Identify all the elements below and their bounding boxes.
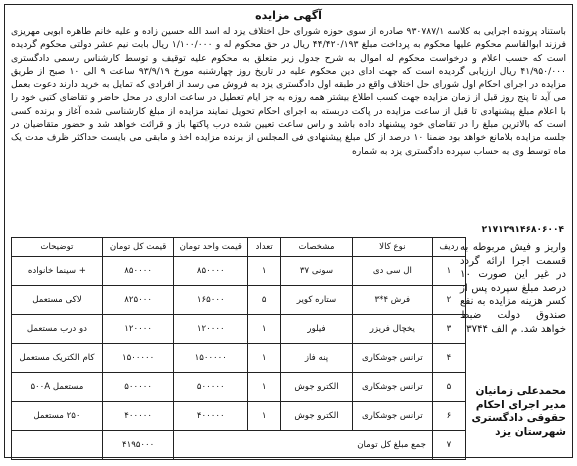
header-unit-price: قیمت واحد تومان	[174, 238, 248, 257]
item-unit-price: ۴۰۰۰۰۰	[174, 402, 248, 431]
header-description: توضیحات	[12, 238, 103, 257]
row-number: ۵	[432, 373, 465, 402]
item-type: ترانس جوشکاری	[352, 344, 432, 373]
row-number: ۲	[432, 286, 465, 315]
item-specs: سونی ۳۷	[281, 257, 353, 286]
side-text-block	[460, 241, 566, 336]
summary-label: جمع مبلغ کل تومان	[174, 431, 432, 460]
notice-body	[5, 25, 572, 225]
table-row	[12, 257, 466, 286]
signature-name: محمدعلی زمانیان	[475, 385, 566, 397]
row-number: ۳	[432, 315, 465, 344]
table-header-row	[12, 238, 466, 257]
items-table	[11, 237, 466, 460]
header-quantity: تعداد	[248, 238, 281, 257]
item-specs: فیلور	[281, 315, 353, 344]
notice-title: آگهی مزایده	[255, 9, 322, 22]
item-total-price: ۱۲۰۰۰۰	[102, 315, 174, 344]
item-quantity: ۱	[248, 344, 281, 373]
signature-block	[460, 385, 566, 439]
table-row	[12, 344, 466, 373]
item-quantity: ۱	[248, 402, 281, 431]
item-quantity: ۱	[248, 315, 281, 344]
notice-page	[4, 4, 573, 458]
item-description: + سینما خانواده	[12, 257, 103, 286]
item-type: فرش ۴*۳	[352, 286, 432, 315]
item-quantity: ۱	[248, 373, 281, 402]
item-quantity: ۵	[248, 286, 281, 315]
item-unit-price: ۵۰۰۰۰۰	[174, 373, 248, 402]
item-type: یخچال فریزر	[352, 315, 432, 344]
item-quantity: ۱	[248, 257, 281, 286]
row-number: ۶	[432, 402, 465, 431]
row-number: ۱	[432, 257, 465, 286]
item-unit-price: ۱۲۰۰۰۰	[174, 315, 248, 344]
header-row-number: ردیف	[432, 238, 465, 257]
item-unit-price: ۸۵۰۰۰۰	[174, 257, 248, 286]
summary-value: ۴۱۹۵۰۰۰	[102, 431, 174, 460]
item-specs: الکترو جوش	[281, 373, 353, 402]
table-summary-row	[12, 431, 466, 460]
signature-place: شهرستان یزد	[495, 425, 566, 438]
item-type: ترانس جوشکاری	[352, 373, 432, 402]
item-description: مستعمل ۵۰۰A	[12, 373, 103, 402]
side-text: واریز و فیش مربوطه به قسمت اجرا ارائه گردد در غیر این صورت ۱۰ درصد مبلغ سپرده پس از کسر هزینه مزایده به نفع صندوق دولت ضبط خواهد شد. م الف ۳۷۴۴	[460, 242, 566, 335]
row-number: ۷	[432, 431, 465, 460]
item-total-price: ۴۰۰۰۰۰	[102, 402, 174, 431]
header-specs: مشخصات	[281, 238, 353, 257]
item-specs: الکترو جوش	[281, 402, 353, 431]
item-total-price: ۸۲۵۰۰۰	[102, 286, 174, 315]
item-type: ال سی دی	[352, 257, 432, 286]
signature-role: مدیر اجرای احکام حقوقی دادگستری	[471, 398, 566, 424]
table-row	[12, 402, 466, 431]
item-specs: ستاره کویر	[281, 286, 353, 315]
item-total-price: ۸۵۰۰۰۰	[102, 257, 174, 286]
notice-paragraph: باستناد پرونده اجرایی به کلاسه ۹۳۰۷۸۷/۱ صادره از سوی حوزه شورای حل اختلاف یزد له اسد الله حسین زاده و علیه خانم طاهره ابویی مهریزی فرزند ابوالقاسم محکوم علیها محکوم به پرداخت مبلغ ۴۴/۴۲۰/۱۹۳ ریال در حق محکوم له و ۱/۱۰۰/۰۰۰ ریال بابت نیم عشر دولتی محکوم گردیده است که حسب اعلام و درخواست محکوم له اموال به شرح جدول زیر متعلق به محکوم علیه توقیف و توسط کارشناس رسمی دادگستری ۴۱/۹۵۰/۰۰۰ ریال ارزیابی گردیده است که جهت ادای دین محکوم علیه در تاریخ روز چهارشنبه مورخ ۹۳/۹/۱۹ ساعت ۹ الی ۱۰ صبح از طریق مزایده در اجرای احکام اول شورای حل اختلاف واقع در طبقه اول دادگستری یزد به فروش می رسد از افرادی که تمایل به خرید دارند دعوت بعمل می آید تا پنج روز قبل از زمان مزایده جهت کسب اطلاع بیشتر همه روزه به جز ایام تعطیل در ساعت اداری در محل حاضر و تقاضای کتبی خود را با اعلام مبلغ پیشنهادی تا قبل از ساعت مزایده در پاکت دربسته به اجرای احکام تحویل نمایند مزایده از مبلغ کارشناسی شده آغاز و برنده کسی است که بالاترین مبلغ را در تقاضای خود پیشنهاد داده باشد و راس ساعت تعیین شده درب پاکتها باز و قرائت خواهد شد و حضور متقاضیان در جلسه مزایده بلامانع خواهد بود ضمنا ۱۰ درصد از کل مبلغ پیشنهادی فی المجلس از برنده مزایده اخذ و مابقی می بایست حداکثر ظرف مدت یک ماه توسط وی به حساب سپرده دادگستری یزد به شماره	[11, 26, 566, 157]
table-row	[12, 315, 466, 344]
item-description: کام الکتریک مستعمل	[12, 344, 103, 373]
item-total-price: ۵۰۰۰۰۰	[102, 373, 174, 402]
row-number: ۴	[432, 344, 465, 373]
header-item-type: نوع کالا	[352, 238, 432, 257]
header-total-price: قیمت کل تومان	[102, 238, 174, 257]
table-row	[12, 373, 466, 402]
item-description: ۲۵۰ مستعمل	[12, 402, 103, 431]
item-type: ترانس جوشکاری	[352, 402, 432, 431]
account-number: ۲۱۷۱۲۹۱۴۶۸۰۶۰۰۴	[481, 225, 564, 235]
item-description: دو درب مستعمل	[12, 315, 103, 344]
item-unit-price: ۱۶۵۰۰۰	[174, 286, 248, 315]
table-row	[12, 286, 466, 315]
item-specs: پنه فاز	[281, 344, 353, 373]
item-total-price: ۱۵۰۰۰۰۰	[102, 344, 174, 373]
item-description: لاکی مستعمل	[12, 286, 103, 315]
item-unit-price: ۱۵۰۰۰۰۰	[174, 344, 248, 373]
summary-empty-cell	[12, 431, 103, 460]
